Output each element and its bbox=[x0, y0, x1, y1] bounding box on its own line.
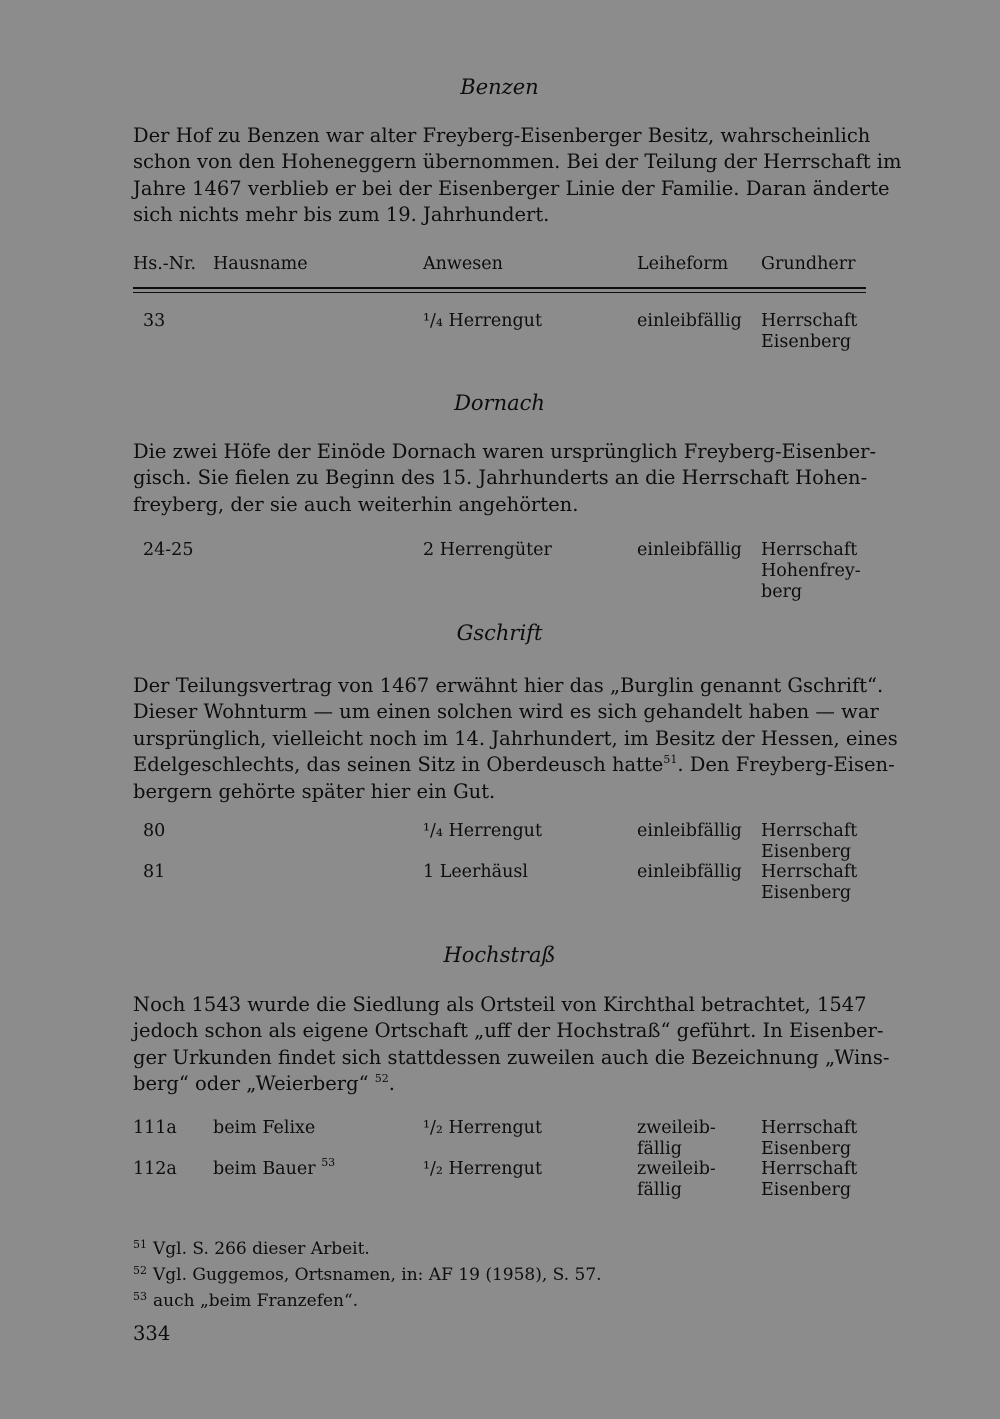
text-line: gisch. Sie fielen zu Beginn des 15. Jahrhunderts an die Herrschaft Hohen- bbox=[133, 466, 868, 490]
cell-nr: 81 bbox=[143, 862, 166, 882]
paragraph-dornach bbox=[133, 439, 877, 518]
text-line: jedoch schon als eigene Ortschaft „uff der Hochstraß“ geführt. In Eisenber- bbox=[133, 1019, 884, 1043]
cell-leiheform: einleibfällig bbox=[637, 540, 742, 560]
column-header-leiheform: Leiheform bbox=[637, 254, 729, 274]
text-segment: . bbox=[388, 1072, 395, 1096]
cell-anwesen: ¹/₄ Herrengut bbox=[423, 311, 542, 331]
page-number: 334 bbox=[133, 1322, 171, 1345]
footnote-text: auch „beim Franzefen“. bbox=[153, 1291, 359, 1311]
cell-grundherr: Herrschaft Eisenberg bbox=[761, 1118, 858, 1159]
footnote bbox=[133, 1286, 866, 1312]
cell-leiheform: einleibfällig bbox=[637, 311, 742, 331]
footnote bbox=[133, 1260, 866, 1286]
text-line bbox=[133, 752, 895, 778]
cell-grundherr: Herrschaft Hohenfrey- berg bbox=[761, 540, 861, 602]
cell-nr: 111a bbox=[133, 1118, 177, 1138]
text-segment: berg“ oder „Weierberg“ bbox=[133, 1072, 369, 1096]
footnote-text: Vgl. S. 266 dieser Arbeit. bbox=[153, 1239, 370, 1259]
cell-hausname bbox=[213, 1156, 336, 1180]
text-line: Noch 1543 wurde die Siedlung als Ortsteil von Kirchthal betrachtet, 1547 bbox=[133, 993, 867, 1016]
header-rule-thin bbox=[133, 292, 866, 293]
text-line: freyberg, der sie auch weiterhin angehörten. bbox=[133, 492, 579, 516]
footnote-reference: 53 bbox=[321, 1156, 336, 1169]
text-segment: . Den Freyberg-Eisen- bbox=[677, 753, 895, 777]
cell-anwesen: ¹/₄ Herrengut bbox=[423, 821, 542, 841]
footnote-text: Vgl. Guggemos, Ortsnamen, in: AF 19 (1958), S. 57. bbox=[153, 1265, 602, 1285]
text-line: Der Hof zu Benzen war alter Freyberg-Eisenberger Besitz, wahrscheinlich bbox=[133, 124, 871, 147]
column-header-hausname: Hausname bbox=[213, 254, 308, 274]
cell-grundherr: Herrschaft Eisenberg bbox=[761, 862, 858, 903]
cell-nr: 80 bbox=[143, 821, 166, 841]
column-header-anwesen: Anwesen bbox=[423, 254, 503, 274]
cell-grundherr: Herrschaft Eisenberg bbox=[761, 821, 858, 862]
footnotes bbox=[133, 1234, 866, 1312]
text-line: ursprünglich, vielleicht noch im 14. Jahrhundert, im Besitz der Hessen, eines bbox=[133, 726, 898, 750]
cell-hausname: beim Felixe bbox=[213, 1118, 316, 1138]
paragraph-gschrift bbox=[133, 673, 898, 805]
cell-grundherr: Herrschaft Eisenberg bbox=[761, 311, 858, 352]
section-heading-gschrift: Gschrift bbox=[456, 621, 543, 645]
footnote-number: 53 bbox=[133, 1290, 147, 1303]
text-line: ger Urkunden findet sich stattdessen zuweilen auch die Bezeichnung „Wins- bbox=[133, 1045, 890, 1069]
cell-nr: 112a bbox=[133, 1159, 177, 1179]
cell-leiheform: zweileib- fällig bbox=[637, 1159, 716, 1200]
column-header-nr: Hs.-Nr. bbox=[133, 254, 197, 274]
footnote-reference: 51 bbox=[663, 753, 678, 767]
cell-anwesen: 1 Leerhäusl bbox=[423, 862, 528, 882]
cell-leiheform: einleibfällig bbox=[637, 821, 742, 841]
text-line: schon von den Hoheneggern übernommen. Bei der Teilung der Herrschaft im bbox=[133, 150, 902, 174]
footnote-number: 52 bbox=[133, 1264, 147, 1277]
text-line: bergern gehörte später hier ein Gut. bbox=[133, 779, 496, 803]
cell-anwesen: 2 Herrengüter bbox=[423, 540, 552, 560]
cell-anwesen: ¹/₂ Herrengut bbox=[423, 1159, 542, 1179]
text-line: Jahre 1467 verblieb er bei der Eisenberger Linie der Familie. Daran änderte bbox=[133, 176, 890, 200]
text-line: sich nichts mehr bis zum 19. Jahrhundert. bbox=[133, 203, 550, 227]
column-header-grundherr: Grundherr bbox=[761, 254, 856, 274]
cell-grundherr: Herrschaft Eisenberg bbox=[761, 1159, 858, 1200]
paragraph-hochstrass bbox=[133, 992, 890, 1098]
footnote-number: 51 bbox=[133, 1238, 147, 1251]
text-segment: Edelgeschlechts, das seinen Sitz in Oberdeusch hatte bbox=[133, 753, 664, 777]
text-line bbox=[133, 1071, 866, 1097]
section-heading-benzen: Benzen bbox=[460, 75, 539, 99]
text-line: Dieser Wohnturm — um einen solchen wird es sich gehandelt haben — war bbox=[133, 700, 879, 724]
cell-leiheform: zweileib- fällig bbox=[637, 1118, 716, 1159]
section-heading-hochstrass: Hochstraß bbox=[443, 943, 556, 967]
footnote-reference: 52 bbox=[374, 1072, 389, 1086]
text-line: Die zwei Höfe der Einöde Dornach waren ursprünglich Freyberg-Eisenber- bbox=[133, 440, 877, 463]
hausname-text: beim Bauer bbox=[213, 1159, 316, 1179]
section-heading-dornach: Dornach bbox=[454, 391, 545, 415]
paragraph-benzen bbox=[133, 123, 902, 229]
footnote bbox=[133, 1234, 866, 1260]
header-rule bbox=[133, 287, 866, 289]
cell-anwesen: ¹/₂ Herrengut bbox=[423, 1118, 542, 1138]
cell-nr: 24-25 bbox=[143, 540, 194, 560]
cell-nr: 33 bbox=[143, 311, 166, 331]
cell-leiheform: einleibfällig bbox=[637, 862, 742, 882]
text-line: Der Teilungsvertrag von 1467 erwähnt hier das „Burglin genannt Gschrift“. bbox=[133, 674, 884, 697]
